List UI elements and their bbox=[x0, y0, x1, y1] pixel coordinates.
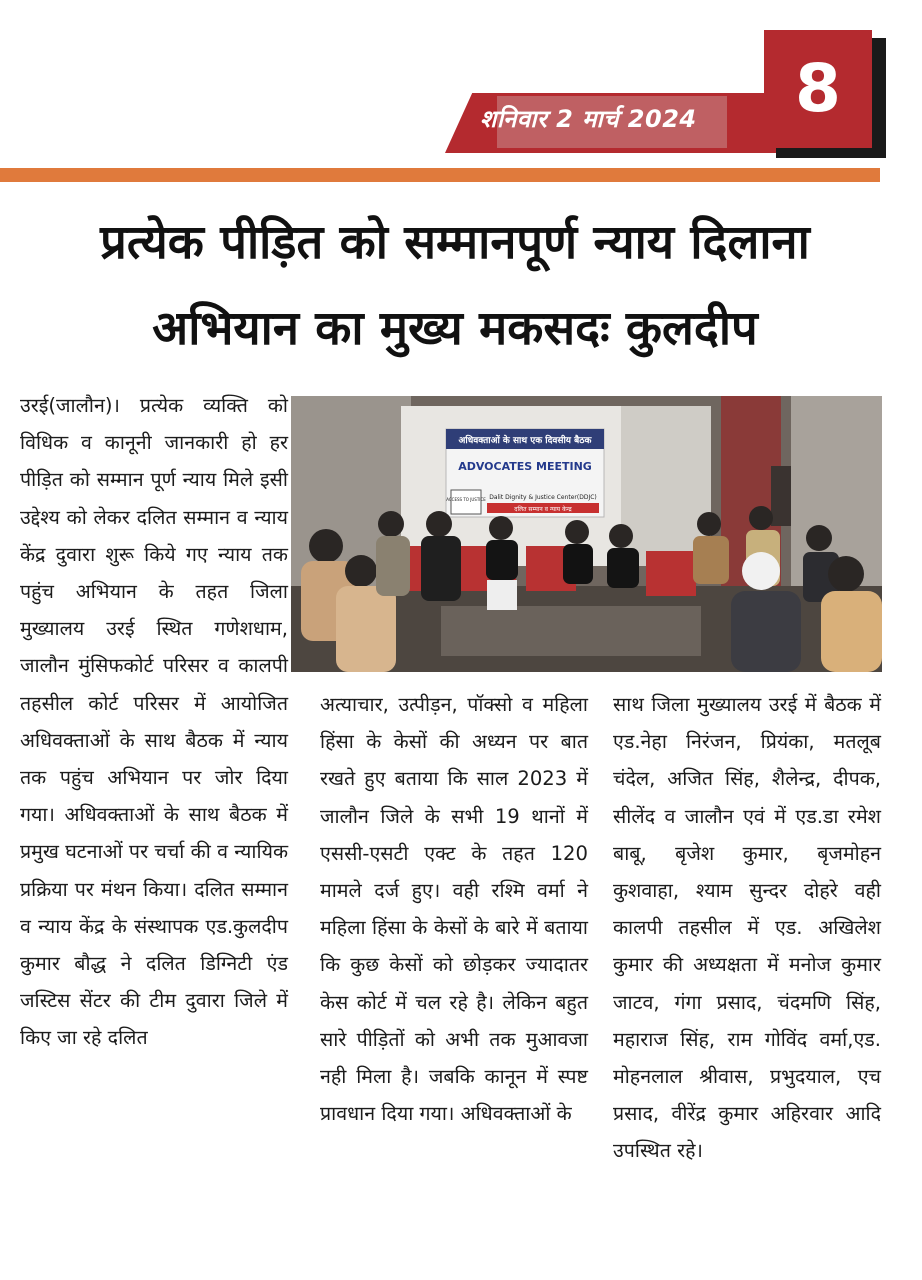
banner-logo-text: ACCESS TO JUSTICE bbox=[446, 497, 486, 502]
banner-title-english: ADVOCATES MEETING bbox=[458, 460, 592, 473]
article-text-col2: अत्याचार, उत्पीड़न, पॉक्सो व महिला हिंसा के केसों की अध्यन पर बात रखते हुए बताया कि साल 2023 में जालौन जिले के सभी 19 थानों में एससी-एसटी एक्ट के तहत 120 मामले दर्ज हुए। वही रश्मि वर्मा ने महिला हिंसा के केसों के बारे में बताया कि कुछ केसों को छोड़कर ज्यादातर केस कोर्ट में चल रहे है। लेकिन बहुत सारे पीड़ितों को अभी तक मुआवजा नही मिला है। जबकि कानून में स्पष्ट प्रावधान दिया गया। अधिवक्ताओं के bbox=[320, 693, 588, 1126]
issue-date: शनिवार 2 मार्च 2024 bbox=[480, 105, 697, 133]
page-number: 8 bbox=[764, 30, 872, 148]
meeting-photo-illustration bbox=[291, 396, 882, 672]
article-column-3 bbox=[613, 686, 881, 1170]
article-text-col3: साथ जिला मुख्यालय उरई में बैठक में एड.नेहा निरंजन, प्रियंका, मतलूब चंदेल, अजित सिंह, शैलेन्द्र, दीपक, सीलेंद व जालौन एवं में एड.डा रमेश बाबू, बृजेश कुमार, बृजमोहन कुशवाहा, श्याम सुन्दर दोहरे वही कालपी तहसील में एड. अखिलेश कुमार की अध्यक्षता में मनोज कुमार जाटव, गंगा प्रसाद, चंदमणि सिंह, महाराज सिंह, राम गोविंद वर्मा,एड. मोहनलाल श्रीवास, प्रभुदयाल, एच प्रसाद, वीरेंद्र कुमार अहिरवार आदि उपस्थित रहे। bbox=[613, 693, 881, 1163]
meeting-photo bbox=[291, 396, 882, 672]
headline-line-1: प्रत्येक पीड़ित को सम्मानपूर्ण न्याय दिलाना bbox=[100, 215, 810, 270]
banner-org: Dalit Dignity & Justice Center(DDJC) bbox=[489, 494, 597, 501]
banner-title-hindi: अधिवक्ताओं के साथ एक दिवसीय बैठक bbox=[458, 436, 592, 446]
banner-org-hindi: दलित सम्मान व न्याय केन्द्र bbox=[514, 506, 572, 513]
headline bbox=[30, 200, 880, 372]
headline-line-2: अभियान का मुख्य मकसदः कुलदीप bbox=[152, 301, 758, 356]
article-text-col1: उरई(जालौन)। प्रत्येक व्यक्ति को विधिक व कानूनी जानकारी हो हर पीड़ित को सम्मान पूर्ण न्याय मिले इसी उद्देश्य को लेकर दलित सम्मान व न्याय केंद्र दुवारा शुरू किये गए न्याय तक पहुंच अभियान के तहत जिला मुख्यालय उरई स्थित गणेशधाम, जालौन मुंसिफकोर्ट परिसर व कालपी तहसील कोर्ट परिसर में आयोजित अधिवक्ताओं के साथ बैठक में न्याय तक पहुंच अभियान पर जोर दिया गया। अधिवक्ताओं के साथ बैठक में प्रमुख घटनाओं पर चर्चा की व न्यायिक प्रक्रिया पर मंथन किया। दलित सम्मान व न्याय केंद्र के संस्थापक एड.कुलदीप कुमार बौद्ध ने दलित डिग्निटी एंड जस्टिस सेंटर की टीम दुवारा जिले में किए जा रहे दलित bbox=[20, 394, 288, 1050]
header-rule bbox=[0, 168, 880, 182]
article-column-1 bbox=[20, 387, 288, 1057]
article-column-2 bbox=[320, 686, 588, 1132]
